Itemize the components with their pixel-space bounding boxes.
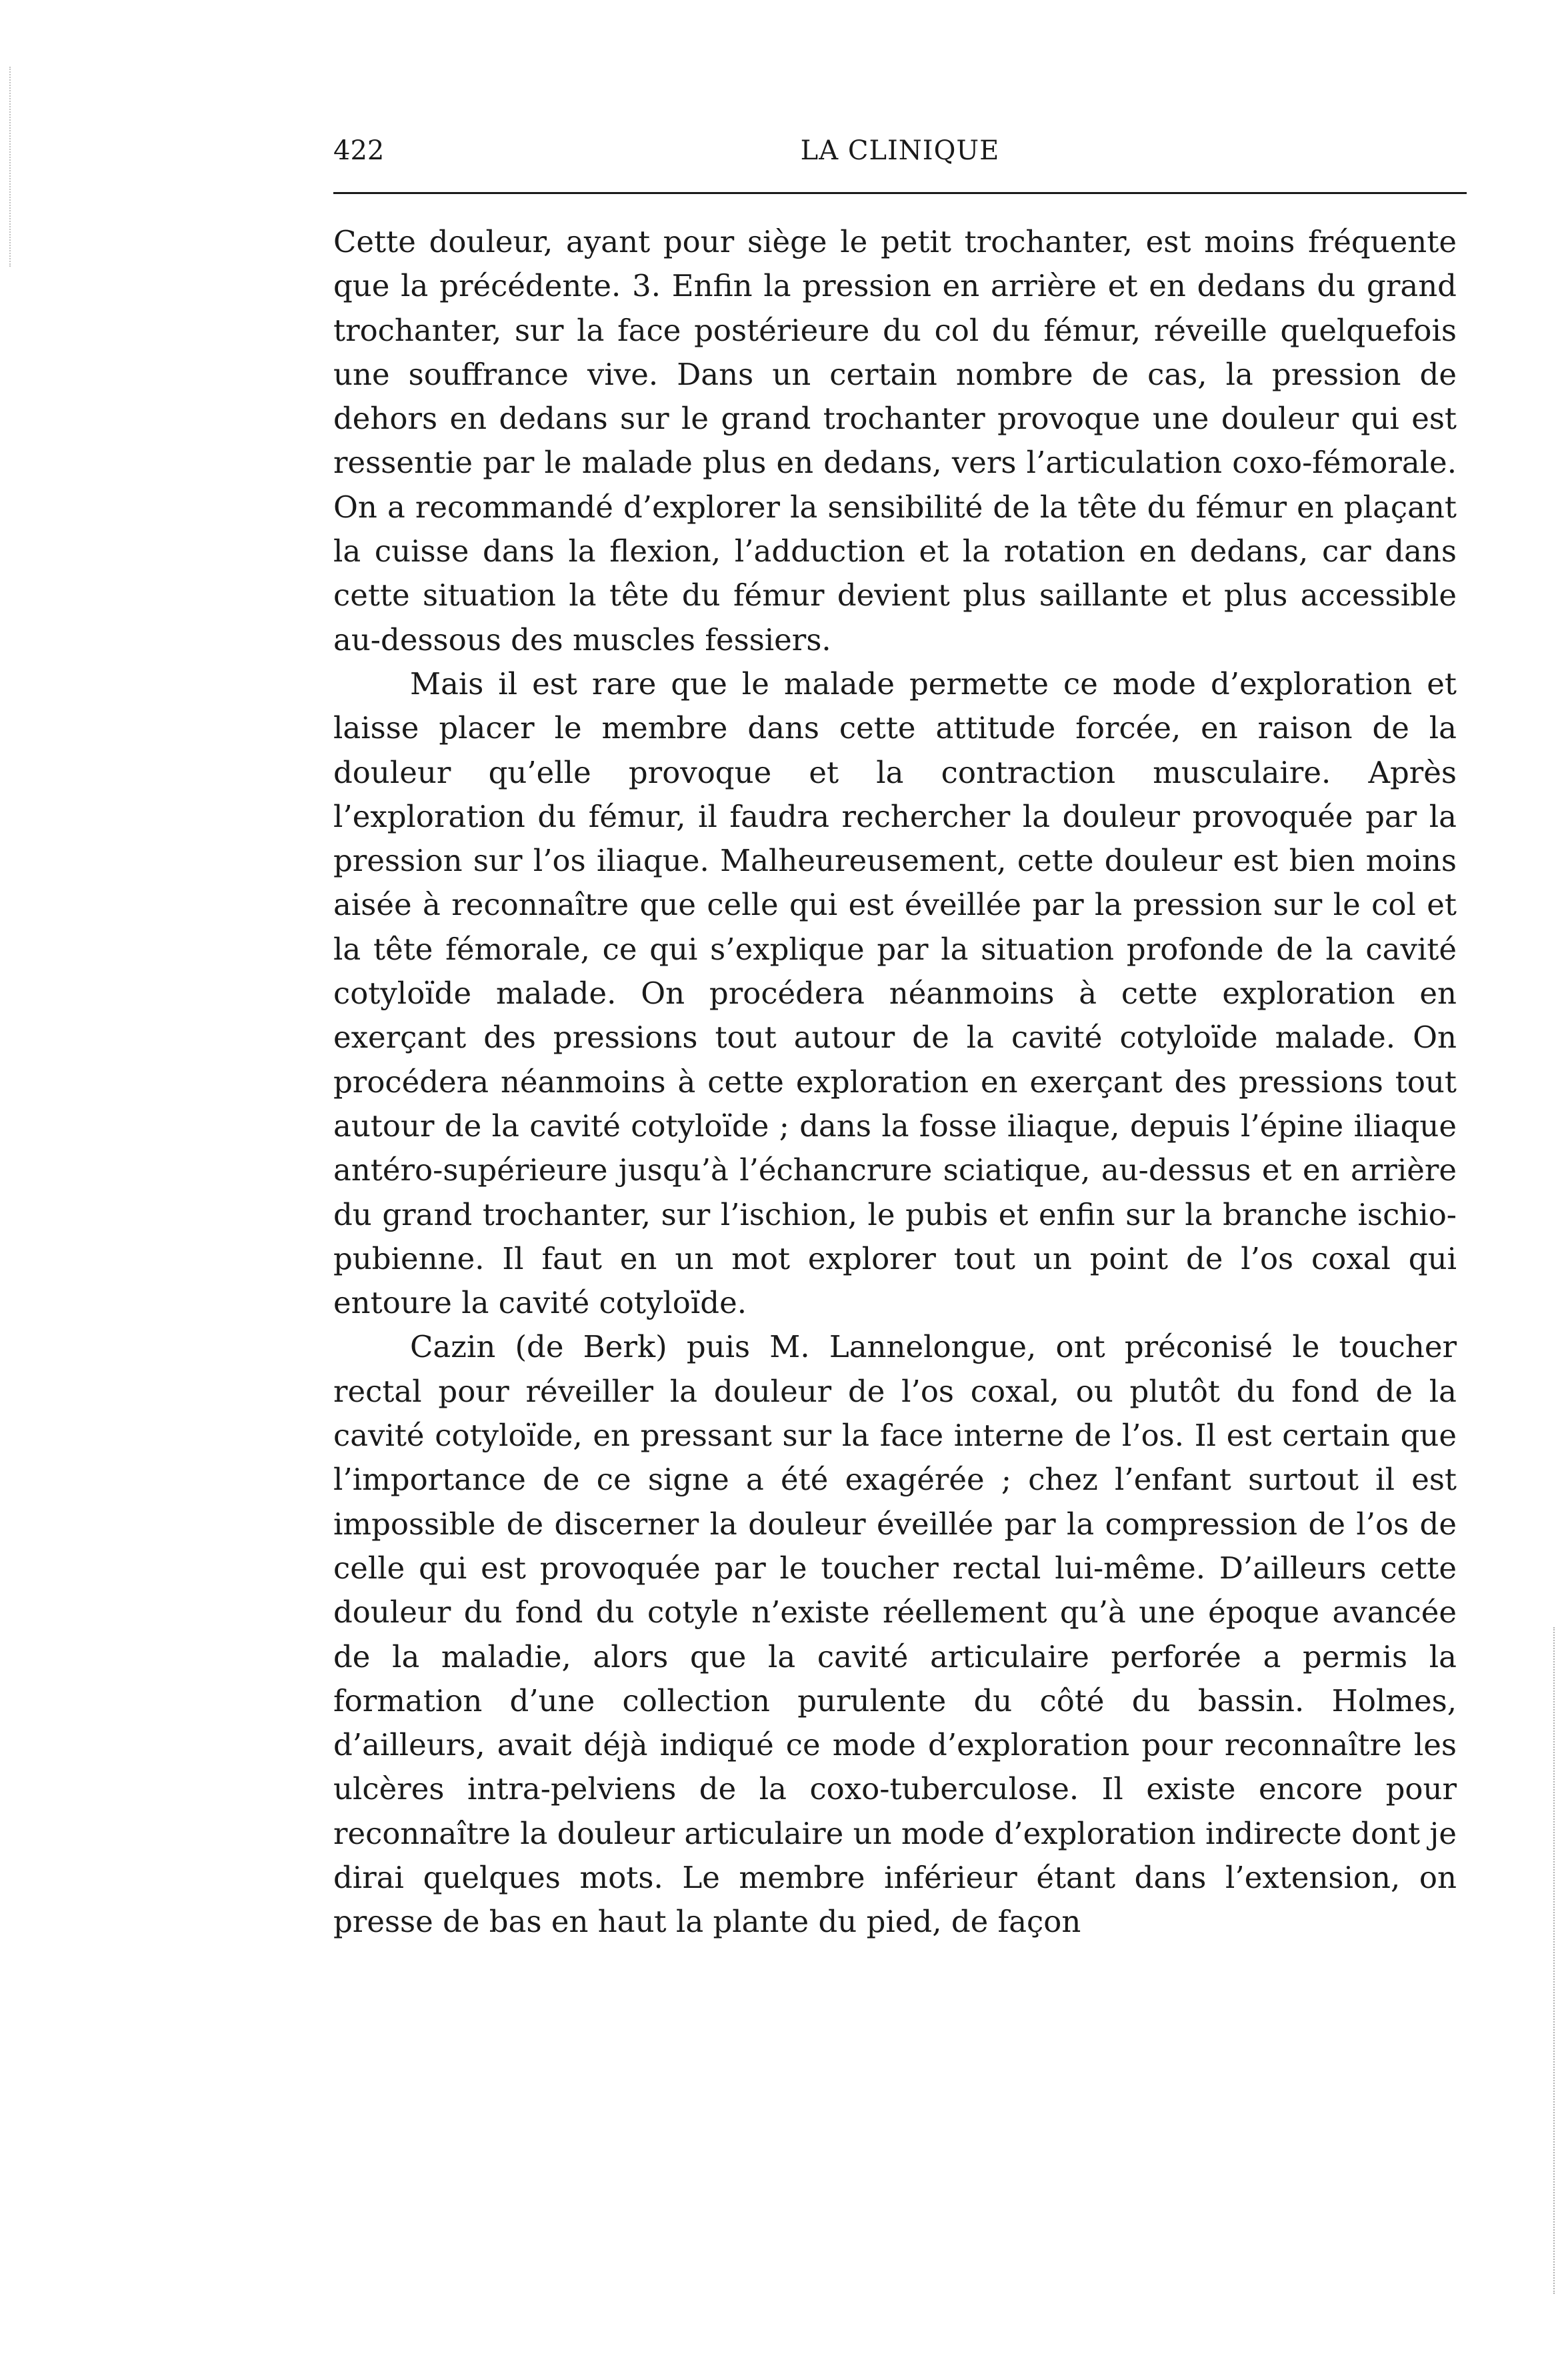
paragraph-continuation: Cette douleur, ayant pour siège le petit trochanter, est moins fréquente que la précédente. 3. Enfin la pression en arrière et en dedans du grand trochanter, sur la face postérieure du col du fémur, réveille quelquefois une souffrance vive. Dans un certain nombre de cas, la pression de dehors en dedans sur le grand trochanter provoque une douleur qui est ressentie par le malade plus en dedans, vers l’articulation coxo-fémorale. On a recommandé d’explorer la sensibilité de la tête du fémur en plaçant la cuisse dans la flexion, l’adduction et la rotation en dedans, car dans cette situation la tête du fémur devient plus saillante et plus accessible au-dessous des muscles fessiers. — [333, 224, 1457, 658]
paragraph: Cazin (de Berk) puis M. Lannelongue, ont préconisé le toucher rectal pour réveiller la douleur de l’os coxal, ou plutôt du fond de la cavité cotyloïde, en pressant sur la face interne de l’os. Il est certain que l’importance de ce signe a été exagérée ; chez l’enfant surtout il est impossible de discerner la douleur éveillée par la compression de l’os de celle qui est provoquée par le toucher rectal lui-même. D’ailleurs cette douleur du fond du cotyle n’existe réellement qu’à une époque avancée de la maladie, alors que la cavité articulaire perforée a permis la formation d’une collection purulente du côté du bassin. Holmes, d’ailleurs, avait déjà indiqué ce mode d’exploration pour reconnaître les ulcères intra-pelviens de la coxo-tuberculose. Il existe encore pour reconnaître la douleur articulaire un mode d’exploration indirecte dont je dirai quelques mots. Le membre inférieur étant dans l’extension, on presse de bas en haut la plante du pied, de façon — [333, 1329, 1457, 1940]
page-number: 422 — [333, 135, 385, 166]
paragraph: Mais il est rare que le malade permette ce mode d’exploration et laisse placer le membre dans cette attitude forcée, en raison de la douleur qu’elle provoque et la contraction musculaire. Après l’exploration du fémur, il faudra rechercher la douleur provoquée par la pression sur l’os iliaque. Malheureusement, cette douleur est bien moins aisée à reconnaître que celle qui est éveillée par la pression sur le col et la tête fémorale, ce qui s’explique par la situation profonde de la cavité cotyloïde malade. On procédera néanmoins à cette exploration en exerçant des pressions tout autour de la cavité cotyloïde malade. On procédera néanmoins à cette exploration en exerçant des pressions tout autour de la cavité cotyloïde ; dans la fosse iliaque, depuis l’épine iliaque antéro-supérieure jusqu’à l’échancrure sciatique, au-dessus et en arrière du grand trochanter, sur l’ischion, le pubis et enfin sur la branche ischio-pubienne. Il faut en un mot explorer tout un point de l’os coxal qui entoure la cavité cotyloïde. — [333, 666, 1457, 1321]
scan-artifact — [1553, 1627, 1559, 2294]
running-title: LA CLINIQUE — [800, 135, 1000, 166]
running-head — [333, 131, 1467, 171]
body-text — [333, 220, 1457, 1945]
header-rule — [333, 192, 1467, 194]
scan-artifact — [9, 67, 13, 267]
